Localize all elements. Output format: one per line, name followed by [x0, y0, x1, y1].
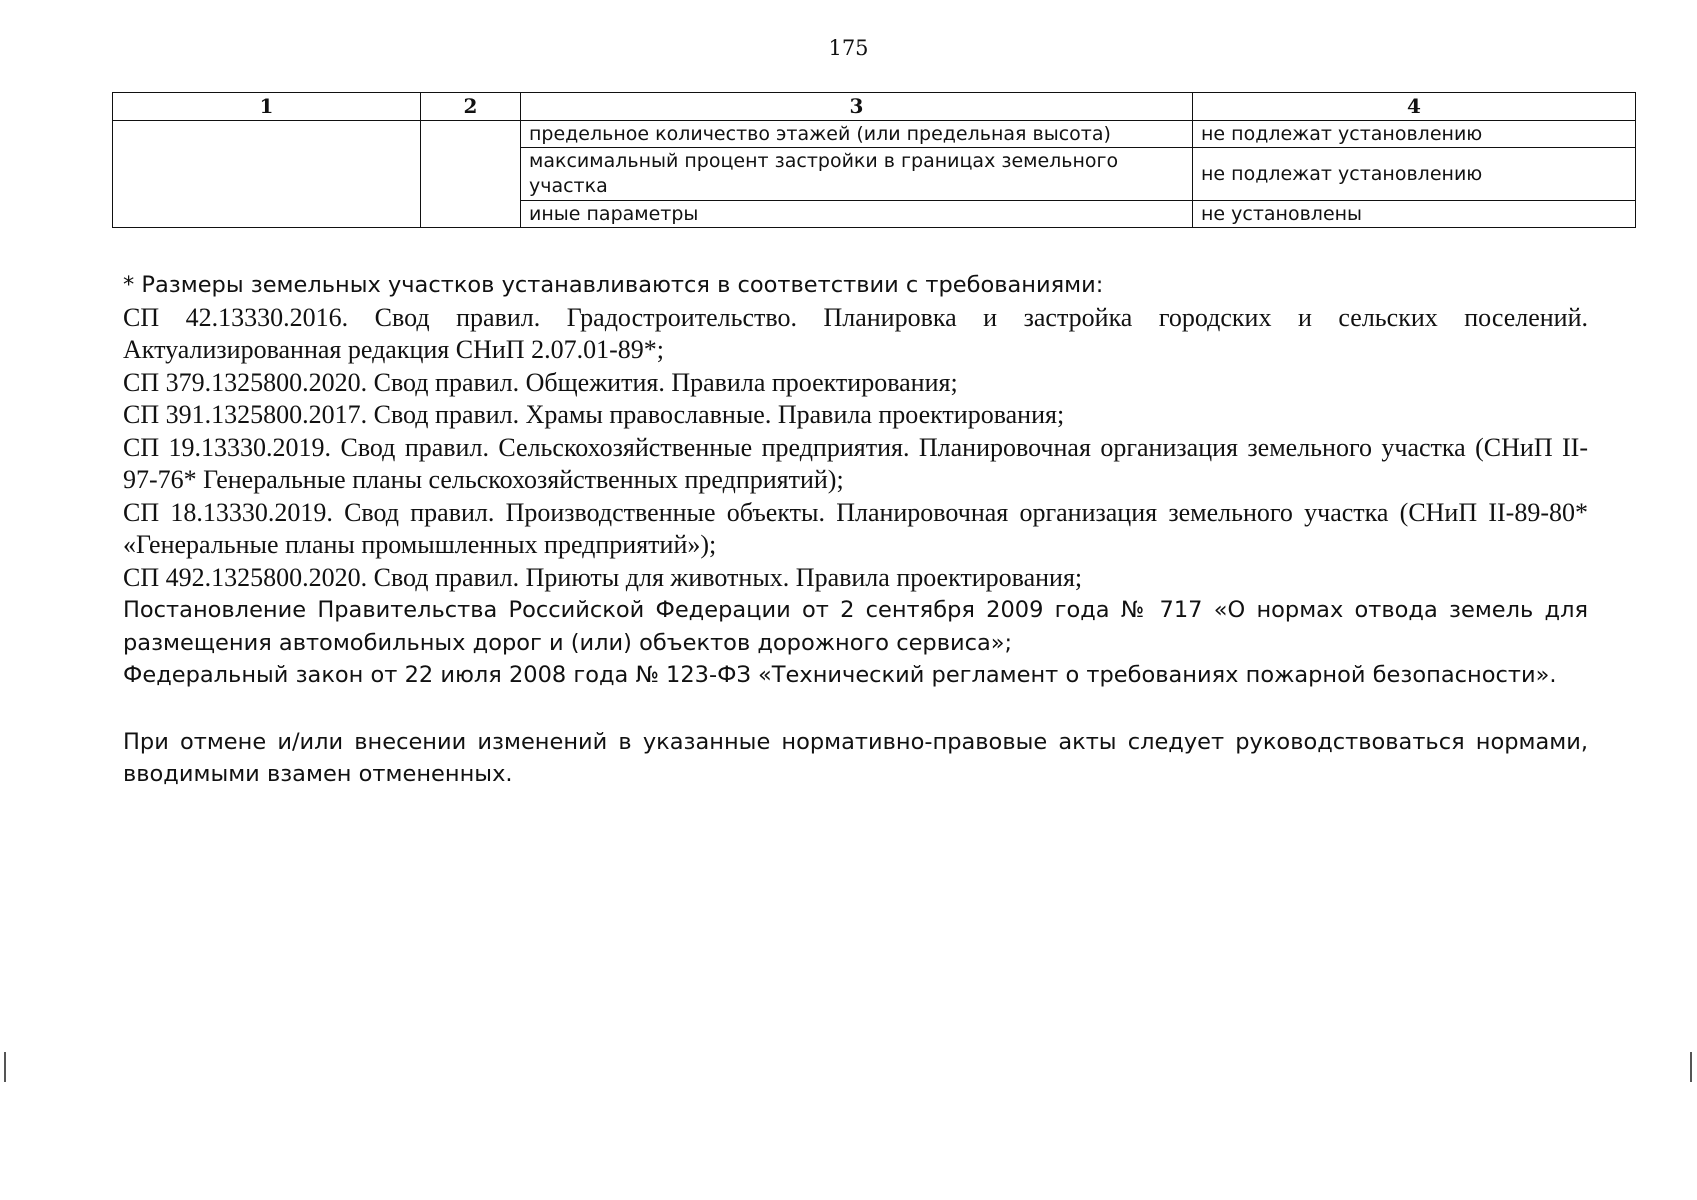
final-note: При отмене и/или внесении изменений в указанные нормативно-правовые акты следует руководствоваться нормами, вводимыми взамен отмененных. [123, 729, 1588, 787]
parameter-cell: иные параметры [521, 201, 1193, 228]
norm-reference: Федеральный закон от 22 июля 2008 года № 123-ФЗ «Технический регламент о требованиях пожарной безопасности». [123, 662, 1557, 688]
table-header-col-3: 3 [521, 93, 1193, 121]
scan-mark-right [1690, 1052, 1692, 1082]
footnote-block [123, 269, 1588, 692]
norm-reference: СП 18.13330.2019. Свод правил. Производственные объекты. Планировочная организация земельного участка (СНиП II-89-80* «Генеральные планы промышленных предприятий»); [123, 497, 1588, 559]
table-header-col-1: 1 [113, 93, 421, 121]
table-cell-col-1 [113, 121, 421, 228]
norm-reference: СП 379.1325800.2020. Свод правил. Общежития. Правила проектирования; [123, 367, 958, 397]
value-cell: не подлежат установлению [1193, 148, 1636, 201]
table-row [113, 121, 1636, 148]
footnote-intro: * Размеры земельных участков устанавливаются в соответствии с требованиями: [123, 272, 1104, 298]
value-cell: не установлены [1193, 201, 1636, 228]
parameter-cell: максимальный процент застройки в границах земельного участка [521, 148, 1193, 201]
table-cell-col-2 [421, 121, 521, 228]
norm-reference: СП 391.1325800.2017. Свод правил. Храмы православные. Правила проектирования; [123, 400, 1065, 429]
parameters-table [112, 92, 1636, 228]
table-header-col-4: 4 [1193, 93, 1636, 121]
value-cell: не подлежат установлению [1193, 121, 1636, 148]
table-header-col-2: 2 [421, 93, 521, 121]
norm-reference: Постановление Правительства Российской Федерации от 2 сентября 2009 года № 717 «О нормах отвода земель для размещения автомобильных дорог и (или) объектов дорожного сервиса»; [123, 597, 1588, 656]
table-header-row [113, 93, 1636, 121]
parameter-cell: предельное количество этажей (или предельная высота) [521, 121, 1193, 148]
page-number: 175 [828, 36, 869, 60]
norm-reference: СП 492.1325800.2020. Свод правил. Приюты для животных. Правила проектирования; [123, 562, 1083, 592]
norm-reference: СП 42.13330.2016. Свод правил. Градостроительство. Планировка и застройка городских и сельских поселений. Актуализированная редакция СНиП 2.07.01-89*; [123, 302, 1588, 364]
norm-reference: СП 19.13330.2019. Свод правил. Сельскохозяйственные предприятия. Планировочная организация земельного участка (СНиП II-97-76* Генеральные планы сельскохозяйственных предприятий); [123, 432, 1588, 494]
scan-mark-left [4, 1052, 6, 1082]
